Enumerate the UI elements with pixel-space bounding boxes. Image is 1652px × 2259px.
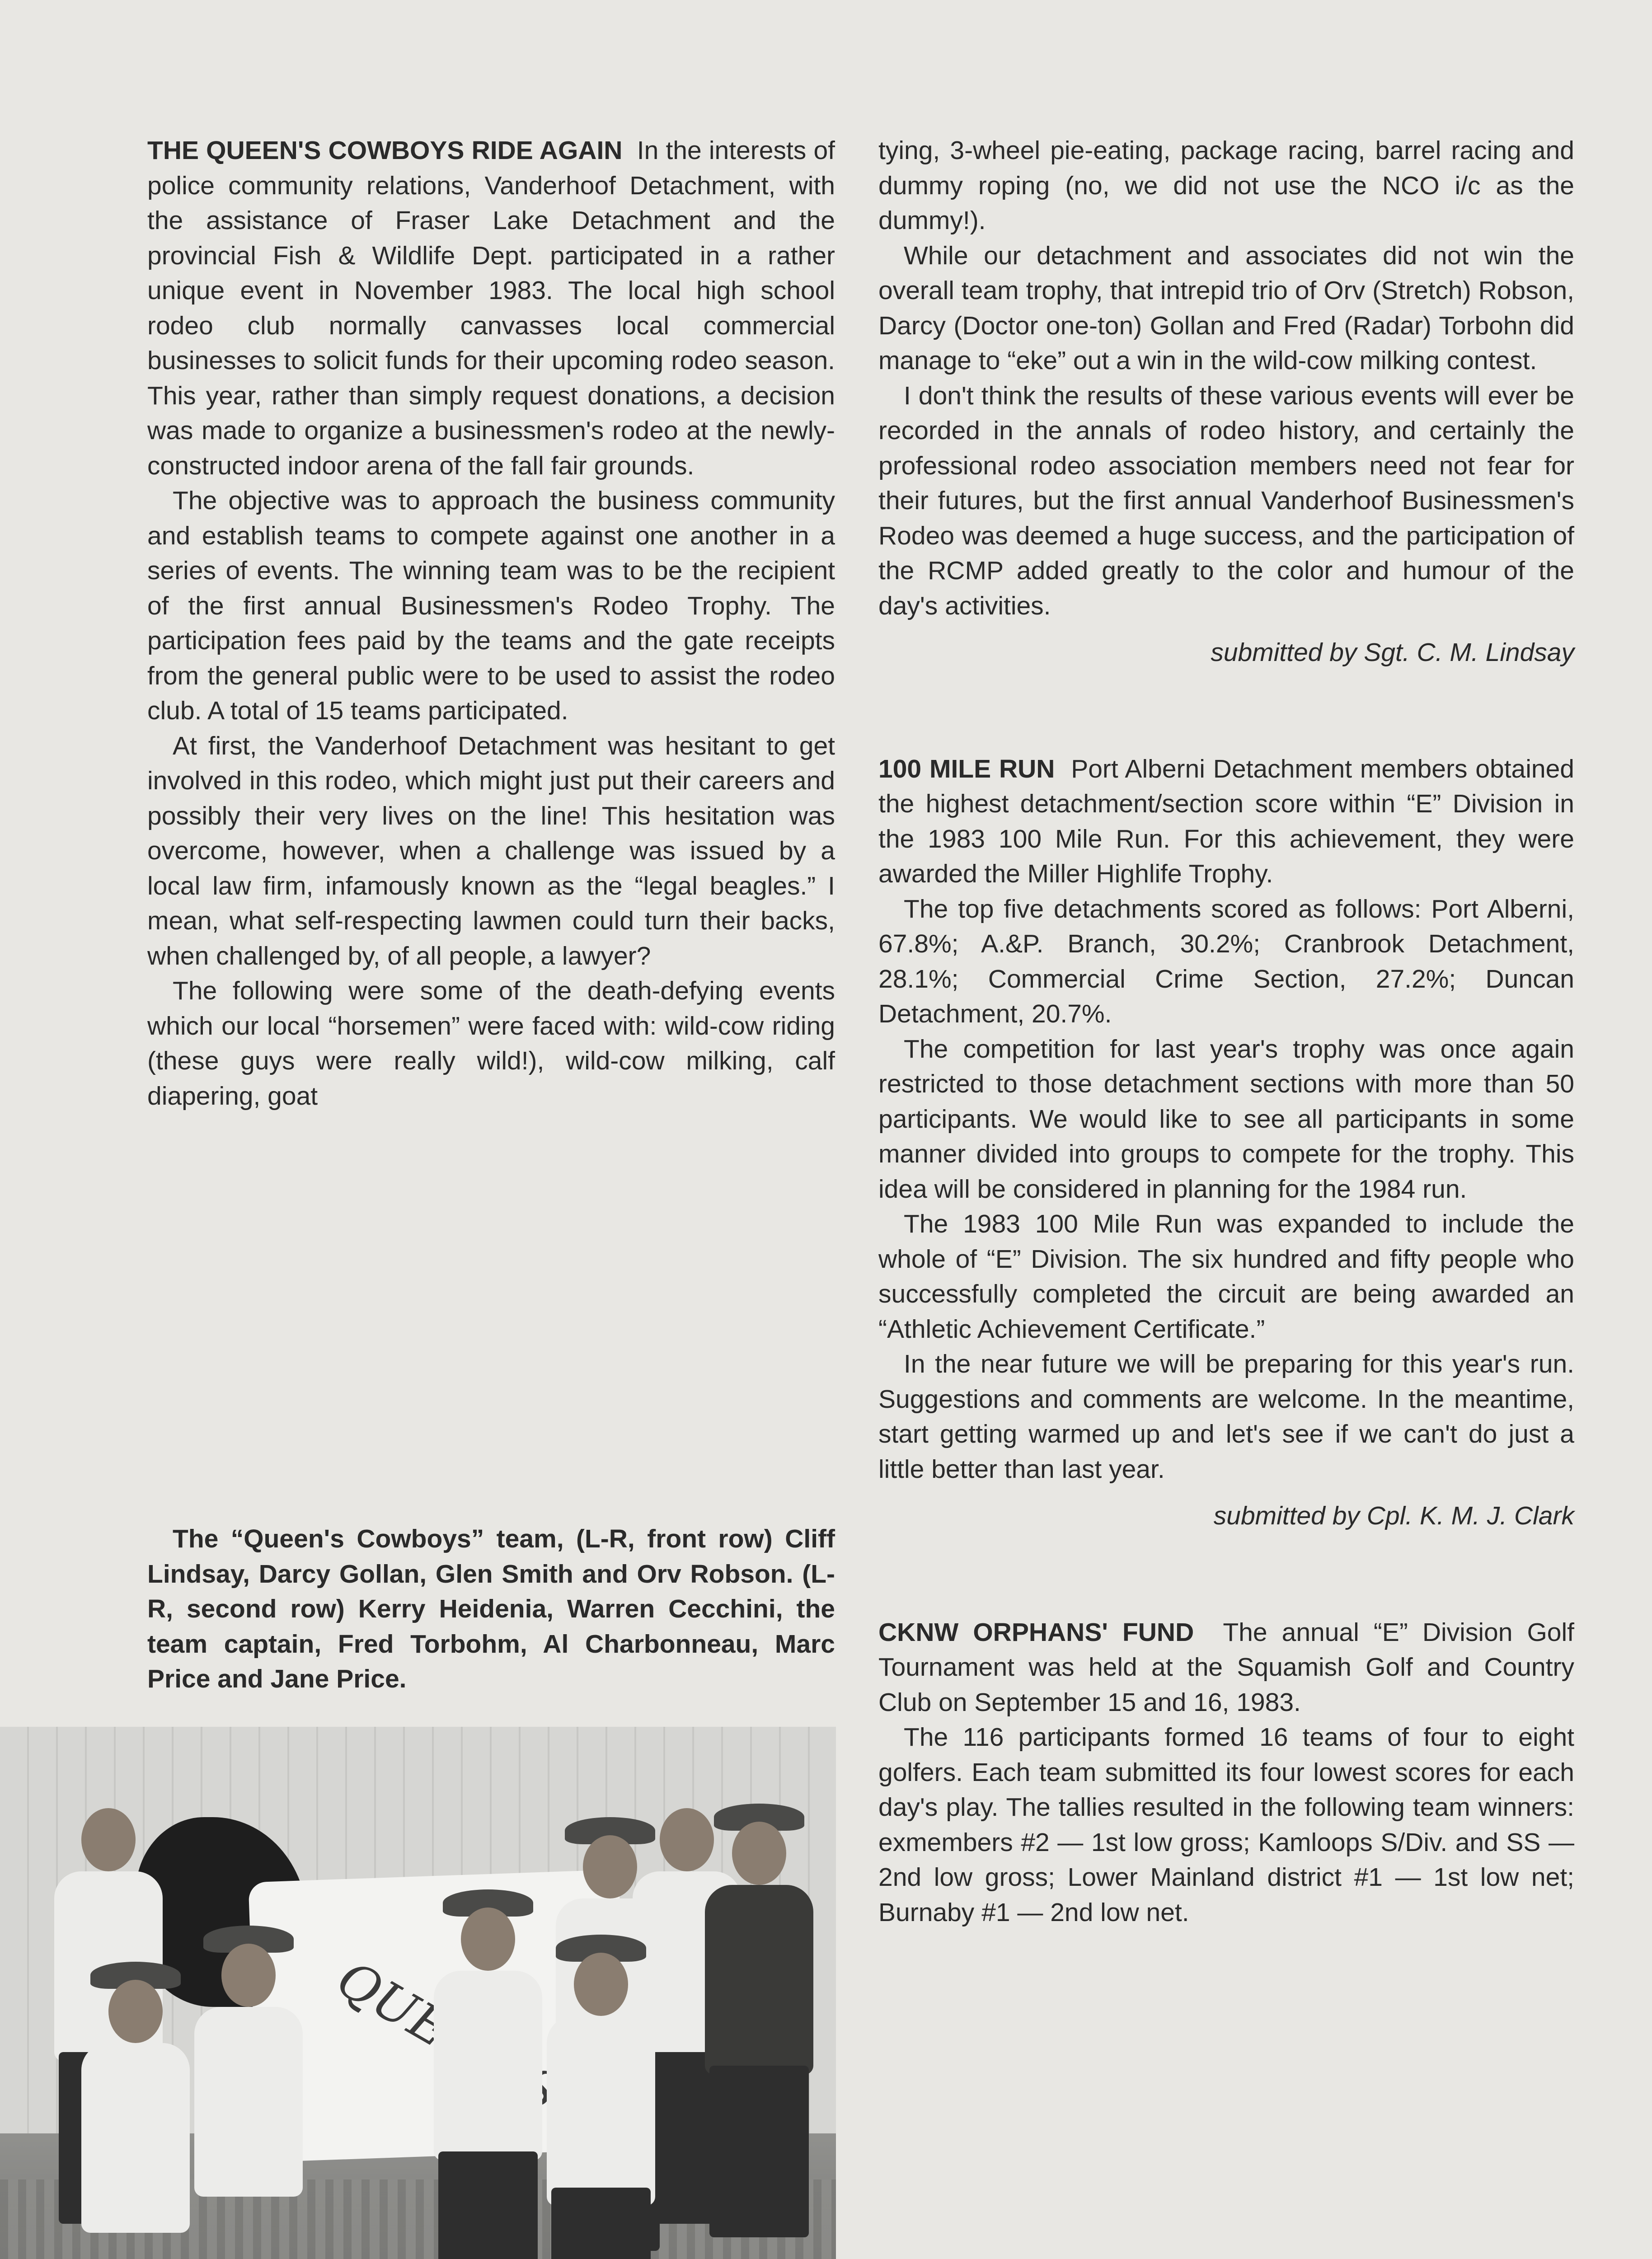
- byline-lindsay: submitted by Sgt. C. M. Lindsay: [1211, 638, 1574, 667]
- photo-caption: The “Queen's Cowboys” team, (L-R, front row) Cliff Lindsay, Darcy Gollan, Glen Smith and Orv Robson. (L-R, second row) Kerry Heidenia, Warren Cecchini, the team captain, Fred Torbohm, Al Charbonneau, Marc Price and Jane Price.: [147, 1524, 835, 1693]
- article-queens-cowboys-p1: [147, 133, 835, 483]
- article-heading-100-mile-run: 100 MILE RUN: [878, 754, 1055, 783]
- article-100-mile-run-p5: In the near future we will be preparing for this year's run. Suggestions and comments are welcome. In the meantime, start getting warmed up and let's see if we can't do just a little better than last year.: [878, 1350, 1574, 1484]
- article-queens-cowboys-cont2: While our detachment and associates did not win the overall team trophy, that intrepid trio of Orv (Stretch) Robson, Darcy (Doctor one-ton) Gollan and Fred (Radar) Torbohn did manage to “eke” out a win in the wild-cow milking contest.: [878, 241, 1574, 375]
- article-cknw-p1: [878, 1615, 1574, 1720]
- article-heading-queens-cowboys: THE QUEEN'S COWBOYS RIDE AGAIN: [147, 136, 623, 165]
- article-heading-cknw: CKNW ORPHANS' FUND: [878, 1617, 1194, 1647]
- right-column: [878, 133, 1574, 1930]
- left-column: [147, 133, 835, 1114]
- paragraph-text: The annual “E” Division Golf Tournament was held at the Squamish Golf and Country Club on September 15 and 16, 1983.: [878, 1617, 1574, 1717]
- article-100-mile-run-p3: The competition for last year's trophy was once again restricted to those detachment sections with more than 50 participants. We would like to see all participants in some manner divided into groups to compete for the trophy. This idea will be considered in planning for the 1984 run.: [878, 1034, 1574, 1204]
- article-queens-cowboys-cont3: I don't think the results of these various events will ever be recorded in the annals of rodeo history, and certainly the professional rodeo association members need not fear for their futures, but the first annual Vanderhoof Businessmen's Rodeo was deemed a huge success, and the participation of the RCMP added greatly to the color and humour of the day's activities.: [878, 381, 1574, 620]
- article-queens-cowboys-p3: At first, the Vanderhoof Detachment was hesitant to get involved in this rodeo, which might just put their careers and possibly their very lives on the line! This hesitation was overcome, however, when a challenge was issued by a local law firm, infamously known as the “legal beagles.” I mean, what self-respecting lawmen could turn their backs, when challenged by, of all people, a lawyer?: [147, 731, 835, 970]
- article-queens-cowboys-cont1: tying, 3-wheel pie-eating, package racing, barrel racing and dummy roping (no, we did not use the NCO i/c as the dummy!).: [878, 136, 1574, 235]
- article-100-mile-run-p1: [878, 752, 1574, 892]
- article-100-mile-run-p2: The top five detachments scored as follows: Port Alberni, 67.8%; A.&P. Branch, 30.2%; Cranbrook Detachment, 28.1%; Commercial Crime Section, 27.2%; Duncan Detachment, 20.7%.: [878, 894, 1574, 1028]
- article-queens-cowboys-p4: The following were some of the death-defying events which our local “horsemen” were faced with: wild-cow riding (these guys were really wild!), wild-cow milking, calf diapering, goat: [147, 976, 835, 1111]
- byline-clark: submitted by Cpl. K. M. J. Clark: [1213, 1501, 1574, 1530]
- article-cknw-p2: The 116 participants formed 16 teams of four to eight golfers. Each team submitted its four lowest scores for each day's play. The tallies resulted in the following team winners: exmembers #2 — 1st low gross; Kamloops S/Div. and SS — 2nd low gross; Lower Mainland district #1 — 1st low net; Burnaby #1 — 2nd low net.: [878, 1723, 1574, 1927]
- article-100-mile-run-p4: The 1983 100 Mile Run was expanded to include the whole of “E” Division. The six hundred and fifty people who successfully completed the circuit are being awarded an “Athletic Achievement Certificate.”: [878, 1209, 1574, 1344]
- article-queens-cowboys-p2: The objective was to approach the business community and establish teams to compete against one another in a series of events. The winning team was to be the recipient of the first annual Businessmen's Rodeo Trophy. The participation fees paid by the teams and the gate receipts from the general public were to be used to assist the rodeo club. A total of 15 teams participated.: [147, 486, 835, 725]
- paragraph-text: Port Alberni Detachment members obtained the highest detachment/section score within “E” Division in the 1983 100 Mile Run. For this achievement, they were awarded the Miller Highlife Trophy.: [878, 754, 1574, 888]
- paragraph-text: In the interests of police community relations, Vanderhoof Detachment, with the assistance of Fraser Lake Detachment and the provincial Fish & Wildlife Dept. participated in a rather unique event in November 1983. The local high school rodeo club normally canvasses local commercial businesses to solicit funds for their upcoming rodeo season. This year, rather than simply request donations, a decision was made to organize a businessmen's rodeo at the newly-constructed indoor arena of the fall fair grounds.: [147, 136, 835, 480]
- team-photo: [0, 1727, 836, 2259]
